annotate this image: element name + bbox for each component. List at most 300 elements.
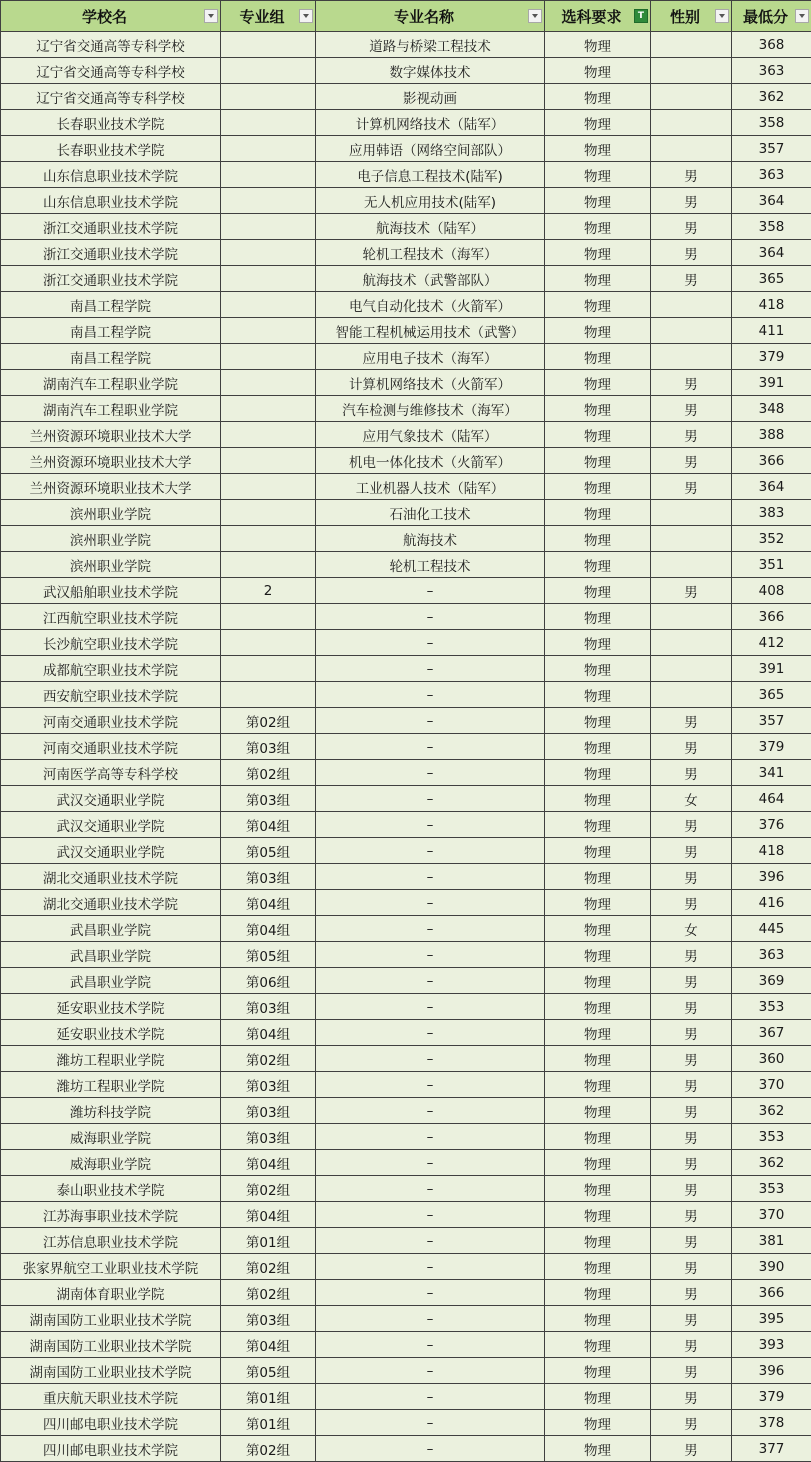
cell-group[interactable] xyxy=(221,84,316,110)
cell-group[interactable] xyxy=(221,318,316,344)
cell-major[interactable]: – xyxy=(316,968,545,994)
cell-gender[interactable] xyxy=(651,32,732,58)
cell-min-score[interactable]: 357 xyxy=(732,708,811,734)
cell-school[interactable]: 潍坊工程职业学院 xyxy=(1,1072,221,1098)
cell-group[interactable] xyxy=(221,552,316,578)
cell-min-score[interactable]: 366 xyxy=(732,1280,811,1306)
cell-school[interactable]: 兰州资源环境职业技术大学 xyxy=(1,474,221,500)
cell-min-score[interactable]: 358 xyxy=(732,110,811,136)
cell-min-score[interactable]: 363 xyxy=(732,942,811,968)
cell-subject[interactable]: 物理 xyxy=(545,214,651,240)
cell-min-score[interactable]: 378 xyxy=(732,1410,811,1436)
cell-subject[interactable]: 物理 xyxy=(545,864,651,890)
cell-gender[interactable]: 男 xyxy=(651,1306,732,1332)
cell-major[interactable]: – xyxy=(316,1254,545,1280)
cell-min-score[interactable]: 379 xyxy=(732,734,811,760)
cell-subject[interactable]: 物理 xyxy=(545,708,651,734)
cell-subject[interactable]: 物理 xyxy=(545,1176,651,1202)
cell-subject[interactable]: 物理 xyxy=(545,994,651,1020)
cell-group[interactable]: 第04组 xyxy=(221,1332,316,1358)
cell-school[interactable]: 浙江交通职业技术学院 xyxy=(1,266,221,292)
cell-min-score[interactable]: 416 xyxy=(732,890,811,916)
cell-group[interactable] xyxy=(221,188,316,214)
cell-subject[interactable]: 物理 xyxy=(545,1358,651,1384)
cell-gender[interactable]: 男 xyxy=(651,1358,732,1384)
cell-subject[interactable]: 物理 xyxy=(545,110,651,136)
cell-gender[interactable]: 男 xyxy=(651,864,732,890)
cell-school[interactable]: 武汉交通职业学院 xyxy=(1,812,221,838)
cell-subject[interactable]: 物理 xyxy=(545,1202,651,1228)
cell-subject[interactable]: 物理 xyxy=(545,630,651,656)
cell-gender[interactable] xyxy=(651,318,732,344)
cell-school[interactable]: 南昌工程学院 xyxy=(1,292,221,318)
cell-major[interactable]: 计算机网络技术（火箭军） xyxy=(316,370,545,396)
cell-school[interactable]: 江西航空职业技术学院 xyxy=(1,604,221,630)
cell-min-score[interactable]: 383 xyxy=(732,500,811,526)
cell-min-score[interactable]: 381 xyxy=(732,1228,811,1254)
cell-subject[interactable]: 物理 xyxy=(545,552,651,578)
cell-min-score[interactable]: 445 xyxy=(732,916,811,942)
cell-group[interactable]: 第01组 xyxy=(221,1384,316,1410)
cell-min-score[interactable]: 353 xyxy=(732,1176,811,1202)
cell-group[interactable]: 第03组 xyxy=(221,734,316,760)
cell-group[interactable]: 第02组 xyxy=(221,1254,316,1280)
cell-major[interactable]: – xyxy=(316,942,545,968)
cell-min-score[interactable]: 351 xyxy=(732,552,811,578)
cell-major[interactable]: – xyxy=(316,630,545,656)
cell-group[interactable]: 第02组 xyxy=(221,1046,316,1072)
cell-major[interactable]: 航海技术 xyxy=(316,526,545,552)
cell-major[interactable]: – xyxy=(316,1150,545,1176)
cell-gender[interactable]: 男 xyxy=(651,1124,732,1150)
cell-group[interactable]: 第01组 xyxy=(221,1228,316,1254)
cell-subject[interactable]: 物理 xyxy=(545,500,651,526)
cell-group[interactable]: 第02组 xyxy=(221,708,316,734)
cell-group[interactable]: 第04组 xyxy=(221,890,316,916)
cell-min-score[interactable]: 366 xyxy=(732,604,811,630)
cell-subject[interactable]: 物理 xyxy=(545,1228,651,1254)
cell-gender[interactable]: 男 xyxy=(651,1020,732,1046)
cell-gender[interactable]: 女 xyxy=(651,916,732,942)
cell-subject[interactable]: 物理 xyxy=(545,578,651,604)
cell-major[interactable]: – xyxy=(316,1072,545,1098)
cell-subject[interactable]: 物理 xyxy=(545,422,651,448)
cell-group[interactable]: 第03组 xyxy=(221,994,316,1020)
cell-gender[interactable]: 男 xyxy=(651,942,732,968)
cell-school[interactable]: 西安航空职业技术学院 xyxy=(1,682,221,708)
cell-gender[interactable]: 男 xyxy=(651,1072,732,1098)
cell-group[interactable] xyxy=(221,448,316,474)
cell-major[interactable]: 应用电子技术（海军） xyxy=(316,344,545,370)
cell-group[interactable]: 第03组 xyxy=(221,786,316,812)
cell-group[interactable] xyxy=(221,682,316,708)
cell-min-score[interactable]: 353 xyxy=(732,994,811,1020)
cell-major[interactable]: – xyxy=(316,1020,545,1046)
cell-major[interactable]: – xyxy=(316,578,545,604)
cell-major[interactable]: – xyxy=(316,1098,545,1124)
cell-min-score[interactable]: 393 xyxy=(732,1332,811,1358)
cell-gender[interactable]: 男 xyxy=(651,1176,732,1202)
cell-gender[interactable]: 男 xyxy=(651,1150,732,1176)
cell-group[interactable] xyxy=(221,396,316,422)
cell-major[interactable]: – xyxy=(316,656,545,682)
cell-major[interactable]: – xyxy=(316,890,545,916)
dropdown-arrow-icon[interactable] xyxy=(795,9,809,23)
cell-major[interactable]: 道路与桥梁工程技术 xyxy=(316,32,545,58)
cell-subject[interactable]: 物理 xyxy=(545,32,651,58)
cell-min-score[interactable]: 412 xyxy=(732,630,811,656)
cell-subject[interactable]: 物理 xyxy=(545,370,651,396)
cell-school[interactable]: 潍坊工程职业学院 xyxy=(1,1046,221,1072)
cell-group[interactable] xyxy=(221,474,316,500)
cell-subject[interactable]: 物理 xyxy=(545,266,651,292)
cell-major[interactable]: – xyxy=(316,786,545,812)
cell-group[interactable] xyxy=(221,58,316,84)
cell-min-score[interactable]: 362 xyxy=(732,84,811,110)
cell-min-score[interactable]: 341 xyxy=(732,760,811,786)
cell-min-score[interactable]: 376 xyxy=(732,812,811,838)
cell-min-score[interactable]: 408 xyxy=(732,578,811,604)
cell-gender[interactable] xyxy=(651,682,732,708)
cell-gender[interactable]: 男 xyxy=(651,370,732,396)
cell-school[interactable]: 长沙航空职业技术学院 xyxy=(1,630,221,656)
cell-school[interactable]: 浙江交通职业技术学院 xyxy=(1,214,221,240)
cell-gender[interactable] xyxy=(651,292,732,318)
cell-group[interactable]: 第03组 xyxy=(221,1072,316,1098)
cell-major[interactable]: 智能工程机械运用技术（武警） xyxy=(316,318,545,344)
cell-subject[interactable]: 物理 xyxy=(545,188,651,214)
cell-min-score[interactable]: 358 xyxy=(732,214,811,240)
cell-min-score[interactable]: 418 xyxy=(732,838,811,864)
cell-major[interactable]: – xyxy=(316,734,545,760)
cell-school[interactable]: 延安职业技术学院 xyxy=(1,994,221,1020)
cell-subject[interactable]: 物理 xyxy=(545,1280,651,1306)
cell-school[interactable]: 四川邮电职业技术学院 xyxy=(1,1436,221,1462)
cell-major[interactable]: – xyxy=(316,994,545,1020)
cell-major[interactable]: 航海技术（陆军） xyxy=(316,214,545,240)
cell-gender[interactable]: 男 xyxy=(651,994,732,1020)
cell-major[interactable]: 无人机应用技术(陆军) xyxy=(316,188,545,214)
cell-subject[interactable]: 物理 xyxy=(545,136,651,162)
cell-group[interactable] xyxy=(221,240,316,266)
cell-gender[interactable]: 男 xyxy=(651,1098,732,1124)
cell-major[interactable]: – xyxy=(316,682,545,708)
cell-school[interactable]: 长春职业技术学院 xyxy=(1,110,221,136)
cell-gender[interactable]: 男 xyxy=(651,890,732,916)
cell-major[interactable]: – xyxy=(316,1384,545,1410)
cell-school[interactable]: 辽宁省交通高等专科学校 xyxy=(1,84,221,110)
cell-gender[interactable]: 男 xyxy=(651,266,732,292)
cell-gender[interactable] xyxy=(651,500,732,526)
cell-gender[interactable]: 男 xyxy=(651,1436,732,1462)
cell-school[interactable]: 武昌职业学院 xyxy=(1,968,221,994)
cell-group[interactable]: 第04组 xyxy=(221,1150,316,1176)
cell-min-score[interactable]: 391 xyxy=(732,370,811,396)
cell-group[interactable] xyxy=(221,656,316,682)
cell-min-score[interactable]: 370 xyxy=(732,1202,811,1228)
cell-min-score[interactable]: 377 xyxy=(732,1436,811,1462)
cell-min-score[interactable]: 396 xyxy=(732,1358,811,1384)
cell-major[interactable]: – xyxy=(316,1228,545,1254)
cell-group[interactable]: 第02组 xyxy=(221,1280,316,1306)
cell-major[interactable]: – xyxy=(316,1410,545,1436)
cell-subject[interactable]: 物理 xyxy=(545,396,651,422)
cell-major[interactable]: – xyxy=(316,1332,545,1358)
cell-gender[interactable]: 男 xyxy=(651,1046,732,1072)
cell-gender[interactable]: 男 xyxy=(651,214,732,240)
cell-school[interactable]: 辽宁省交通高等专科学校 xyxy=(1,58,221,84)
cell-group[interactable] xyxy=(221,630,316,656)
cell-gender[interactable] xyxy=(651,656,732,682)
cell-major[interactable]: – xyxy=(316,916,545,942)
cell-school[interactable]: 湖南国防工业职业技术学院 xyxy=(1,1332,221,1358)
cell-group[interactable]: 第05组 xyxy=(221,1358,316,1384)
cell-subject[interactable]: 物理 xyxy=(545,682,651,708)
cell-group[interactable]: 2 xyxy=(221,578,316,604)
cell-subject[interactable]: 物理 xyxy=(545,318,651,344)
cell-subject[interactable]: 物理 xyxy=(545,812,651,838)
cell-subject[interactable]: 物理 xyxy=(545,1150,651,1176)
cell-major[interactable]: 影视动画 xyxy=(316,84,545,110)
cell-gender[interactable]: 男 xyxy=(651,1384,732,1410)
cell-school[interactable]: 河南交通职业技术学院 xyxy=(1,734,221,760)
cell-group[interactable]: 第03组 xyxy=(221,1306,316,1332)
cell-min-score[interactable]: 369 xyxy=(732,968,811,994)
cell-school[interactable]: 南昌工程学院 xyxy=(1,318,221,344)
cell-major[interactable]: 计算机网络技术（陆军） xyxy=(316,110,545,136)
cell-min-score[interactable]: 365 xyxy=(732,266,811,292)
cell-min-score[interactable]: 363 xyxy=(732,58,811,84)
cell-subject[interactable]: 物理 xyxy=(545,942,651,968)
cell-subject[interactable]: 物理 xyxy=(545,1072,651,1098)
cell-subject[interactable]: 物理 xyxy=(545,1124,651,1150)
cell-group[interactable]: 第03组 xyxy=(221,864,316,890)
cell-min-score[interactable]: 379 xyxy=(732,1384,811,1410)
cell-gender[interactable] xyxy=(651,630,732,656)
cell-major[interactable]: 数字媒体技术 xyxy=(316,58,545,84)
cell-min-score[interactable]: 357 xyxy=(732,136,811,162)
cell-group[interactable]: 第02组 xyxy=(221,1176,316,1202)
cell-min-score[interactable]: 411 xyxy=(732,318,811,344)
cell-major[interactable]: 电子信息工程技术(陆军) xyxy=(316,162,545,188)
cell-group[interactable]: 第05组 xyxy=(221,838,316,864)
cell-school[interactable]: 山东信息职业技术学院 xyxy=(1,162,221,188)
cell-group[interactable]: 第01组 xyxy=(221,1410,316,1436)
cell-school[interactable]: 兰州资源环境职业技术大学 xyxy=(1,448,221,474)
cell-group[interactable]: 第03组 xyxy=(221,1098,316,1124)
cell-subject[interactable]: 物理 xyxy=(545,344,651,370)
cell-gender[interactable]: 男 xyxy=(651,1332,732,1358)
cell-gender[interactable] xyxy=(651,552,732,578)
cell-group[interactable] xyxy=(221,344,316,370)
cell-major[interactable]: 轮机工程技术 xyxy=(316,552,545,578)
cell-school[interactable]: 兰州资源环境职业技术大学 xyxy=(1,422,221,448)
cell-school[interactable]: 滨州职业学院 xyxy=(1,526,221,552)
cell-min-score[interactable]: 362 xyxy=(732,1098,811,1124)
cell-subject[interactable]: 物理 xyxy=(545,786,651,812)
cell-gender[interactable]: 男 xyxy=(651,760,732,786)
cell-major[interactable]: – xyxy=(316,838,545,864)
cell-school[interactable]: 长春职业技术学院 xyxy=(1,136,221,162)
cell-school[interactable]: 延安职业技术学院 xyxy=(1,1020,221,1046)
cell-school[interactable]: 武汉船舶职业技术学院 xyxy=(1,578,221,604)
filter-active-icon[interactable]: T xyxy=(634,9,648,23)
cell-gender[interactable] xyxy=(651,344,732,370)
cell-major[interactable]: – xyxy=(316,1046,545,1072)
cell-group[interactable] xyxy=(221,32,316,58)
cell-min-score[interactable]: 364 xyxy=(732,240,811,266)
cell-group[interactable] xyxy=(221,136,316,162)
cell-major[interactable]: – xyxy=(316,1124,545,1150)
cell-major[interactable]: 石油化工技术 xyxy=(316,500,545,526)
cell-group[interactable] xyxy=(221,214,316,240)
cell-group[interactable] xyxy=(221,110,316,136)
cell-subject[interactable]: 物理 xyxy=(545,760,651,786)
cell-gender[interactable]: 男 xyxy=(651,578,732,604)
cell-min-score[interactable]: 366 xyxy=(732,448,811,474)
cell-subject[interactable]: 物理 xyxy=(545,656,651,682)
cell-school[interactable]: 张家界航空工业职业技术学院 xyxy=(1,1254,221,1280)
cell-school[interactable]: 辽宁省交通高等专科学校 xyxy=(1,32,221,58)
cell-group[interactable] xyxy=(221,526,316,552)
cell-gender[interactable]: 男 xyxy=(651,188,732,214)
dropdown-arrow-icon[interactable] xyxy=(299,9,313,23)
cell-major[interactable]: – xyxy=(316,708,545,734)
cell-school[interactable]: 湖北交通职业技术学院 xyxy=(1,864,221,890)
cell-subject[interactable]: 物理 xyxy=(545,1410,651,1436)
cell-min-score[interactable]: 348 xyxy=(732,396,811,422)
cell-min-score[interactable]: 362 xyxy=(732,1150,811,1176)
cell-group[interactable] xyxy=(221,422,316,448)
cell-school[interactable]: 湖南汽车工程职业学院 xyxy=(1,396,221,422)
cell-school[interactable]: 江苏信息职业技术学院 xyxy=(1,1228,221,1254)
cell-min-score[interactable]: 364 xyxy=(732,474,811,500)
cell-min-score[interactable]: 379 xyxy=(732,344,811,370)
cell-group[interactable]: 第04组 xyxy=(221,1202,316,1228)
cell-major[interactable]: 工业机器人技术（陆军） xyxy=(316,474,545,500)
cell-school[interactable]: 湖南体育职业学院 xyxy=(1,1280,221,1306)
cell-major[interactable]: – xyxy=(316,604,545,630)
cell-subject[interactable]: 物理 xyxy=(545,1436,651,1462)
cell-subject[interactable]: 物理 xyxy=(545,526,651,552)
cell-school[interactable]: 泰山职业技术学院 xyxy=(1,1176,221,1202)
cell-major[interactable]: – xyxy=(316,760,545,786)
cell-school[interactable]: 武昌职业学院 xyxy=(1,942,221,968)
cell-school[interactable]: 江苏海事职业技术学院 xyxy=(1,1202,221,1228)
cell-subject[interactable]: 物理 xyxy=(545,162,651,188)
cell-school[interactable]: 山东信息职业技术学院 xyxy=(1,188,221,214)
cell-subject[interactable]: 物理 xyxy=(545,838,651,864)
cell-min-score[interactable]: 391 xyxy=(732,656,811,682)
cell-group[interactable]: 第02组 xyxy=(221,1436,316,1462)
cell-school[interactable]: 潍坊科技学院 xyxy=(1,1098,221,1124)
cell-min-score[interactable]: 368 xyxy=(732,32,811,58)
cell-subject[interactable]: 物理 xyxy=(545,916,651,942)
cell-subject[interactable]: 物理 xyxy=(545,1332,651,1358)
cell-gender[interactable]: 女 xyxy=(651,786,732,812)
cell-min-score[interactable]: 353 xyxy=(732,1124,811,1150)
cell-gender[interactable] xyxy=(651,526,732,552)
cell-min-score[interactable]: 390 xyxy=(732,1254,811,1280)
cell-subject[interactable]: 物理 xyxy=(545,292,651,318)
cell-gender[interactable]: 男 xyxy=(651,474,732,500)
cell-subject[interactable]: 物理 xyxy=(545,890,651,916)
cell-subject[interactable]: 物理 xyxy=(545,1046,651,1072)
cell-gender[interactable]: 男 xyxy=(651,1280,732,1306)
cell-major[interactable]: – xyxy=(316,1436,545,1462)
cell-school[interactable]: 滨州职业学院 xyxy=(1,500,221,526)
cell-school[interactable]: 武昌职业学院 xyxy=(1,916,221,942)
cell-gender[interactable]: 男 xyxy=(651,396,732,422)
cell-group[interactable]: 第04组 xyxy=(221,916,316,942)
cell-min-score[interactable]: 370 xyxy=(732,1072,811,1098)
cell-subject[interactable]: 物理 xyxy=(545,968,651,994)
cell-school[interactable]: 威海职业学院 xyxy=(1,1124,221,1150)
cell-school[interactable]: 河南医学高等专科学校 xyxy=(1,760,221,786)
cell-major[interactable]: – xyxy=(316,1280,545,1306)
cell-min-score[interactable]: 395 xyxy=(732,1306,811,1332)
cell-min-score[interactable]: 464 xyxy=(732,786,811,812)
cell-major[interactable]: 机电一体化技术（火箭军） xyxy=(316,448,545,474)
cell-major[interactable]: 应用气象技术（陆军） xyxy=(316,422,545,448)
cell-major[interactable]: 轮机工程技术（海军） xyxy=(316,240,545,266)
cell-major[interactable]: 航海技术（武警部队） xyxy=(316,266,545,292)
cell-subject[interactable]: 物理 xyxy=(545,1384,651,1410)
cell-school[interactable]: 浙江交通职业技术学院 xyxy=(1,240,221,266)
cell-min-score[interactable]: 365 xyxy=(732,682,811,708)
cell-group[interactable]: 第02组 xyxy=(221,760,316,786)
cell-subject[interactable]: 物理 xyxy=(545,1098,651,1124)
cell-school[interactable]: 湖南汽车工程职业学院 xyxy=(1,370,221,396)
cell-group[interactable]: 第03组 xyxy=(221,1124,316,1150)
cell-min-score[interactable]: 396 xyxy=(732,864,811,890)
cell-subject[interactable]: 物理 xyxy=(545,240,651,266)
cell-group[interactable]: 第04组 xyxy=(221,1020,316,1046)
cell-school[interactable]: 湖北交通职业技术学院 xyxy=(1,890,221,916)
cell-school[interactable]: 武汉交通职业学院 xyxy=(1,786,221,812)
cell-group[interactable] xyxy=(221,266,316,292)
cell-gender[interactable] xyxy=(651,136,732,162)
cell-school[interactable]: 湖南国防工业职业技术学院 xyxy=(1,1306,221,1332)
cell-group[interactable] xyxy=(221,292,316,318)
cell-subject[interactable]: 物理 xyxy=(545,474,651,500)
cell-subject[interactable]: 物理 xyxy=(545,58,651,84)
cell-gender[interactable]: 男 xyxy=(651,1202,732,1228)
cell-gender[interactable]: 男 xyxy=(651,968,732,994)
cell-subject[interactable]: 物理 xyxy=(545,84,651,110)
cell-group[interactable] xyxy=(221,162,316,188)
cell-subject[interactable]: 物理 xyxy=(545,1020,651,1046)
cell-group[interactable] xyxy=(221,604,316,630)
cell-gender[interactable]: 男 xyxy=(651,1228,732,1254)
cell-gender[interactable] xyxy=(651,110,732,136)
cell-min-score[interactable]: 352 xyxy=(732,526,811,552)
dropdown-arrow-icon[interactable] xyxy=(715,9,729,23)
cell-group[interactable]: 第04组 xyxy=(221,812,316,838)
cell-subject[interactable]: 物理 xyxy=(545,448,651,474)
cell-school[interactable]: 滨州职业学院 xyxy=(1,552,221,578)
cell-major[interactable]: – xyxy=(316,1358,545,1384)
cell-gender[interactable]: 男 xyxy=(651,838,732,864)
cell-major[interactable]: – xyxy=(316,864,545,890)
cell-gender[interactable]: 男 xyxy=(651,162,732,188)
cell-school[interactable]: 武汉交通职业学院 xyxy=(1,838,221,864)
cell-gender[interactable]: 男 xyxy=(651,240,732,266)
cell-gender[interactable]: 男 xyxy=(651,1254,732,1280)
cell-subject[interactable]: 物理 xyxy=(545,1306,651,1332)
cell-subject[interactable]: 物理 xyxy=(545,604,651,630)
dropdown-arrow-icon[interactable] xyxy=(528,9,542,23)
